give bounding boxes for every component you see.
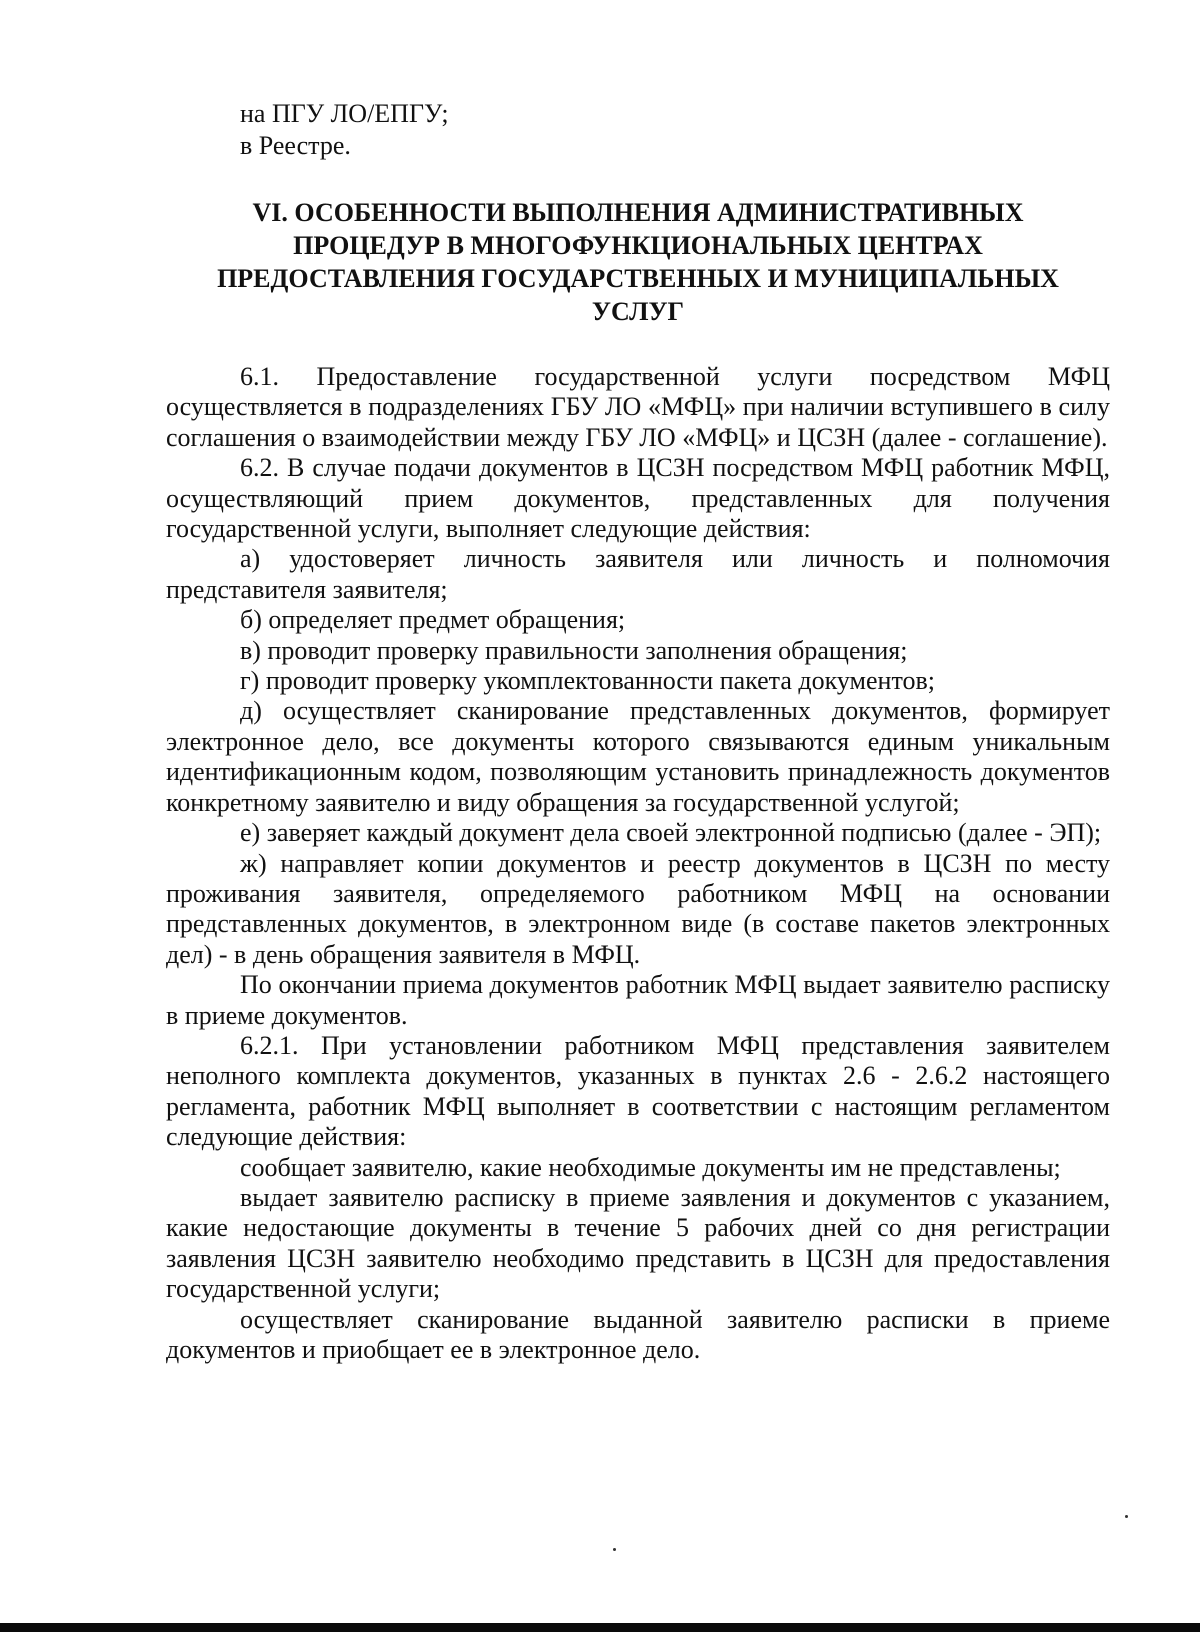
list-item-d: д) осуществляет сканирование представленных документов, формирует электронное дело, все документы которого связываются единым уникальным идентификационным кодом, позволяющим установить принадлежность документов конкретному заявителю и виду обращения за государственной услугой; (166, 696, 1110, 817)
section-text (166, 362, 1110, 1365)
intro-line-1: на ПГУ ЛО/ЕПГУ; (240, 99, 449, 128)
scan-speck (1125, 1515, 1128, 1518)
action-item-2: выдает заявителю расписку в приеме заявления и документов с указанием, какие недостающие документы в течение 5 рабочих дней со дня регистрации заявления ЦСЗН заявителю необходимо представить в ЦСЗН для предоставления государственной услуги; (166, 1182, 1110, 1304)
heading-line-2: ПРОЦЕДУР В МНОГОФУНКЦИОНАЛЬНЫХ ЦЕНТРАХ (293, 231, 983, 260)
action-item-3: осуществляет сканирование выданной заявителю расписки в приеме документов и приобщает ее в электронное дело. (166, 1304, 1110, 1364)
action-item-1: сообщает заявителю, какие необходимые документы им не представлены; (240, 1152, 1061, 1182)
paragraph-receipt: По окончании приема документов работник МФЦ выдает заявителю расписку в приеме документов. (166, 970, 1110, 1030)
paragraph-6-2: 6.2. В случае подачи документов в ЦСЗН посредством МФЦ работник МФЦ, осуществляющий прием документов, представленных для получения государственной услуги, выполняет следующие действия: (166, 453, 1110, 544)
paragraph-6-2-1: 6.2.1. При установлении работником МФЦ представления заявителем неполного комплекта документов, указанных в пунктах 2.6 - 2.6.2 настоящего регламента, работник МФЦ выполняет в соответствии с настоящим регламентом следующие действия: (166, 1030, 1110, 1152)
list-item-g: г) проводит проверку укомплектованности пакета документов; (240, 666, 935, 696)
list-item-v: в) проводит проверку правильности заполнения обращения; (240, 635, 908, 665)
scan-edge-bar (0, 1623, 1200, 1632)
scan-speck (613, 1548, 616, 1551)
list-item-b: б) определяет предмет обращения; (240, 605, 626, 635)
heading-line-1: VI. ОСОБЕННОСТИ ВЫПОЛНЕНИЯ АДМИНИСТРАТИВНЫХ (252, 198, 1024, 227)
intro-line-2: в Реестре. (240, 131, 351, 160)
heading-line-3: ПРЕДОСТАВЛЕНИЯ ГОСУДАРСТВЕННЫХ И МУНИЦИПАЛЬНЫХ (217, 264, 1059, 293)
heading-line-4: УСЛУГ (591, 297, 685, 326)
paragraph-6-1: 6.1. Предоставление государственной услуги посредством МФЦ осуществляется в подразделениях ГБУ ЛО «МФЦ» при наличии вступившего в силу соглашения о взаимодействии между ГБУ ЛО «МФЦ» и ЦСЗН (далее - соглашение). (166, 362, 1110, 452)
list-item-e: е) заверяет каждый документ дела своей электронной подписью (далее - ЭП); (240, 818, 1102, 848)
section-heading (166, 196, 1110, 328)
list-item-a: а) удостоверяет личность заявителя или личность и полномочия представителя заявителя; (166, 544, 1110, 604)
list-item-zh: ж) направляет копии документов и реестр документов в ЦСЗН по месту проживания заявителя, определяемого работником МФЦ на основании представленных документов, в электронном виде (в составе пакетов электронных дел) - в день обращения заявителя в МФЦ. (166, 848, 1110, 969)
document-body (166, 98, 1110, 1365)
